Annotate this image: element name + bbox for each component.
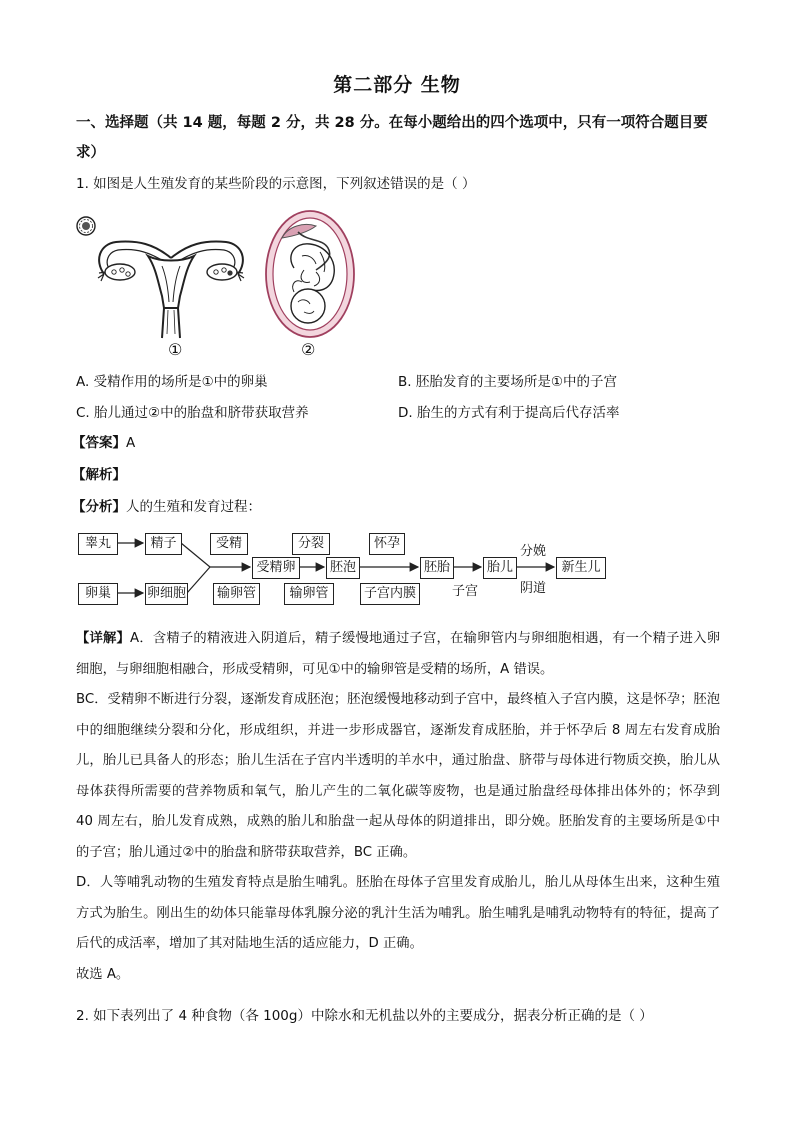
- flow-testis: 睾丸: [78, 533, 118, 555]
- flow-ovary: 卵巢: [78, 583, 118, 605]
- flow-zygote: 受精卵: [252, 557, 300, 579]
- detail-explanation: [76, 624, 720, 990]
- figure-1-label: ①: [168, 340, 183, 359]
- question-1-stem: 1. 如图是人生殖发育的某些阶段的示意图，下列叙述错误的是（ ）: [76, 176, 476, 192]
- section-heading: 一、选择题（共 14 题，每题 2 分，共 28 分。在每小题给出的四个选项中，只有一项符合题目要求）: [76, 115, 708, 161]
- detail-paragraph-d: D．人等哺乳动物的生殖发育特点是胎生哺乳。胚胎在母体子宫里发育成胎儿，胎儿从母体生出来，这种生殖方式为胎生。刚出生的幼体只能靠母体乳腺分泌的乳汁生活为哺乳。胎生哺乳是哺乳动物特有的特征，提高了后代的成活率，增加了其对陆地生活的适应能力，D 正确。: [76, 875, 720, 951]
- flow-sperm: 精子: [145, 533, 182, 555]
- flow-egg: 卵细胞: [145, 583, 188, 605]
- answer-value: A: [126, 435, 136, 451]
- detail-paragraph-bc: BC．受精卵不断进行分裂，逐渐发育成胚泡；胚泡缓慢地移动到子宫中，最终植入子宫内膜，这是怀孕；胚泡中的细胞继续分裂和分化，形成组织，并进一步形成器官，逐渐发育成胚胎，并于怀孕后 8 周左右发育成胎儿，胎儿已具备人的形态；胎儿生活在子宫内半透明的羊水中，通过胎盘、脐带与母体进行物质交换，胎儿从母体获得所需要的营养物质和氧气，胎儿产生的二氧化碳等废物，也是通过胎盘经母体排出体外的；怀孕到 40 周左右，胎儿发育成熟，成熟的胎儿和胎盘一起从母体的阴道排出，即分娩。胚胎发育的主要场所是①中的子宫；胎儿通过②中的胎盘和脐带获取营养，BC 正确。: [76, 692, 720, 860]
- flow-blastocyst: 胚泡: [326, 557, 360, 579]
- flow-fetus: 胎儿: [483, 557, 517, 579]
- flow-embryo: 胚胎: [420, 557, 454, 579]
- flow-pregnancy-label: 怀孕: [369, 533, 405, 555]
- flow-division-label: 分裂: [292, 533, 330, 555]
- analysis-tag: 【解析】: [72, 467, 126, 483]
- option-c: C. 胎儿通过②中的胎盘和脐带获取营养: [76, 405, 309, 421]
- reproduction-flow-diagram: [0, 520, 794, 620]
- fenxi-tag: 【分析】: [72, 499, 126, 515]
- flow-fertilization-label: 受精: [210, 533, 248, 555]
- flow-birth-label: 分娩: [520, 544, 547, 559]
- detail-tag: 【详解】: [76, 631, 131, 646]
- question-2-stem: 2. 如下表列出了 4 种食物（各 100g）中除水和无机盐以外的主要成分，据表分析正确的是（ ）: [76, 1008, 653, 1024]
- option-a: A. 受精作用的场所是①中的卵巢: [76, 374, 268, 390]
- flow-uterus-label: 子宫: [452, 584, 479, 599]
- answer-tag: 【答案】: [72, 435, 126, 451]
- conclusion: 故选 A。: [76, 966, 130, 982]
- female-reproductive-system-figure: [76, 210, 266, 340]
- fetus-in-uterus-figure: [264, 208, 356, 340]
- fenxi-line: [72, 495, 261, 515]
- flow-division-site: 输卵管: [284, 583, 334, 605]
- option-b: B. 胚胎发育的主要场所是①中的子宫: [398, 374, 617, 390]
- flow-newborn: 新生儿: [556, 557, 606, 579]
- flow-birth-site: 阴道: [520, 581, 547, 596]
- figure-2-label: ②: [301, 340, 316, 359]
- analysis-line: [72, 463, 126, 483]
- answer-line: [72, 431, 135, 451]
- flow-fertilization-site: 输卵管: [213, 583, 260, 605]
- detail-paragraph-a: [76, 624, 720, 685]
- flow-pregnancy-site: 子宫内膜: [360, 583, 420, 605]
- fenxi-text: 人的生殖和发育过程：: [126, 499, 261, 515]
- detail-a-text: A．含精子的精液进入阴道后，精子缓慢地通过子宫，在输卵管内与卵细胞相遇，有一个精子进入卵细胞，与卵细胞相融合，形成受精卵，可见①中的输卵管是受精的场所，A 错误。: [76, 631, 720, 677]
- option-d: D. 胎生的方式有利于提高后代存活率: [398, 405, 620, 421]
- page-title: 第二部分 生物: [333, 74, 461, 96]
